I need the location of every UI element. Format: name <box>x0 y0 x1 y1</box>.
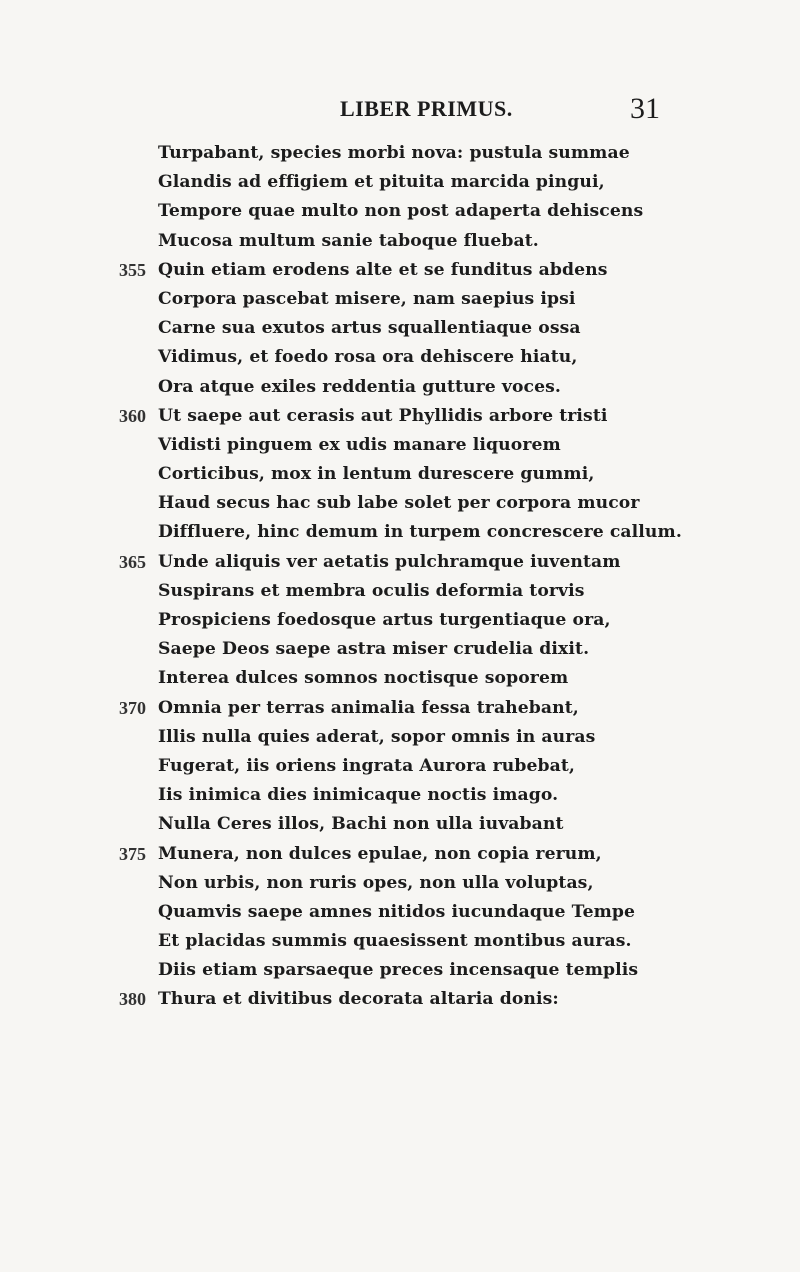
verse-line <box>0 781 800 810</box>
verse-line <box>0 577 800 606</box>
verse-line <box>0 402 800 431</box>
verse-line <box>0 460 800 489</box>
verse-line <box>0 694 800 723</box>
line-number: 370 <box>119 697 146 718</box>
verse-line <box>0 664 800 693</box>
verse-line <box>0 197 800 226</box>
verse-line <box>0 985 800 1014</box>
verse-text: Glandis ad effigiem et pituita marcida pingui, <box>158 172 605 193</box>
verse-text: Et placidas summis quaesissent montibus auras. <box>158 931 632 952</box>
verse-text: Tempore quae multo non post adaperta dehiscens <box>158 201 644 222</box>
verse-line <box>0 168 800 197</box>
verse-line <box>0 431 800 460</box>
verse-text: Quin etiam erodens alte et se funditus abdens <box>158 259 608 280</box>
verse-line <box>0 898 800 927</box>
verse-line <box>0 139 800 168</box>
verse-line <box>0 810 800 839</box>
verse-line <box>0 635 800 664</box>
line-number: 355 <box>119 259 146 280</box>
verse-text: Thura et divitibus decorata altaria donis: <box>158 989 559 1010</box>
poem-text <box>0 139 800 1015</box>
verse-line <box>0 314 800 343</box>
verse-line <box>0 285 800 314</box>
verse-line <box>0 606 800 635</box>
verse-text: Corpora pascebat misere, nam saepius ipsi <box>158 288 576 309</box>
line-number: 380 <box>119 989 146 1010</box>
verse-line <box>0 927 800 956</box>
verse-text: Iis inimica dies inimicaque noctis imago. <box>158 785 559 806</box>
verse-text: Munera, non dulces epulae, non copia rerum, <box>158 843 602 864</box>
verse-text: Interea dulces somnos noctisque soporem <box>158 668 569 689</box>
line-number: 365 <box>119 551 146 572</box>
verse-line <box>0 518 800 547</box>
line-number: 375 <box>119 843 146 864</box>
verse-text: Suspirans et membra oculis deformia torvis <box>158 580 585 601</box>
verse-line <box>0 256 800 285</box>
verse-text: Carne sua exutos artus squallentiaque ossa <box>158 318 581 339</box>
verse-text: Fugerat, iis oriens ingrata Aurora rubebat, <box>158 755 576 776</box>
verse-text: Vidisti pinguem ex udis manare liquorem <box>158 434 561 455</box>
verse-text: Unde aliquis ver aetatis pulchramque iuventam <box>158 551 621 572</box>
page-header <box>0 92 800 136</box>
verse-line <box>0 723 800 752</box>
verse-text: Quamvis saepe amnes nitidos iucundaque Tempe <box>158 901 636 922</box>
verse-text: Ut saepe aut cerasis aut Phyllidis arbore tristi <box>158 405 608 426</box>
verse-text: Mucosa multum sanie taboque fluebat. <box>158 230 539 251</box>
verse-text: Omnia per terras animalia fessa trahebant, <box>158 697 579 718</box>
page-number: 31 <box>630 92 660 125</box>
verse-text: Saepe Deos saepe astra miser crudelia dixit. <box>158 639 590 660</box>
running-head: LIBER PRIMUS. <box>340 96 513 121</box>
verse-text: Nulla Ceres illos, Bachi non ulla iuvabant <box>158 814 564 835</box>
verse-text: Diis etiam sparsaeque preces incensaque templis <box>158 960 639 981</box>
verse-text: Corticibus, mox in lentum durescere gummi, <box>158 464 595 485</box>
verse-text: Haud secus hac sub labe solet per corpora mucor <box>158 493 640 514</box>
verse-text: Turpabant, species morbi nova: pustula summae <box>158 143 630 163</box>
verse-line <box>0 489 800 518</box>
verse-text: Illis nulla quies aderat, sopor omnis in auras <box>158 726 596 747</box>
verse-line <box>0 343 800 372</box>
verse-text: Non urbis, non ruris opes, non ulla voluptas, <box>158 872 594 893</box>
verse-text: Diffluere, hinc demum in turpem concrescere callum. <box>158 522 682 543</box>
line-number: 360 <box>119 405 146 426</box>
verse-line <box>0 227 800 256</box>
verse-line <box>0 869 800 898</box>
verse-line <box>0 956 800 985</box>
verse-line <box>0 548 800 577</box>
verse-text: Vidimus, et foedo rosa ora dehiscere hiatu, <box>158 347 578 368</box>
verse-line <box>0 840 800 869</box>
verse-text: Ora atque exiles reddentia gutture voces. <box>158 376 562 397</box>
verse-line <box>0 752 800 781</box>
verse-line <box>0 373 800 402</box>
verse-text: Prospiciens foedosque artus turgentiaque ora, <box>158 610 611 630</box>
